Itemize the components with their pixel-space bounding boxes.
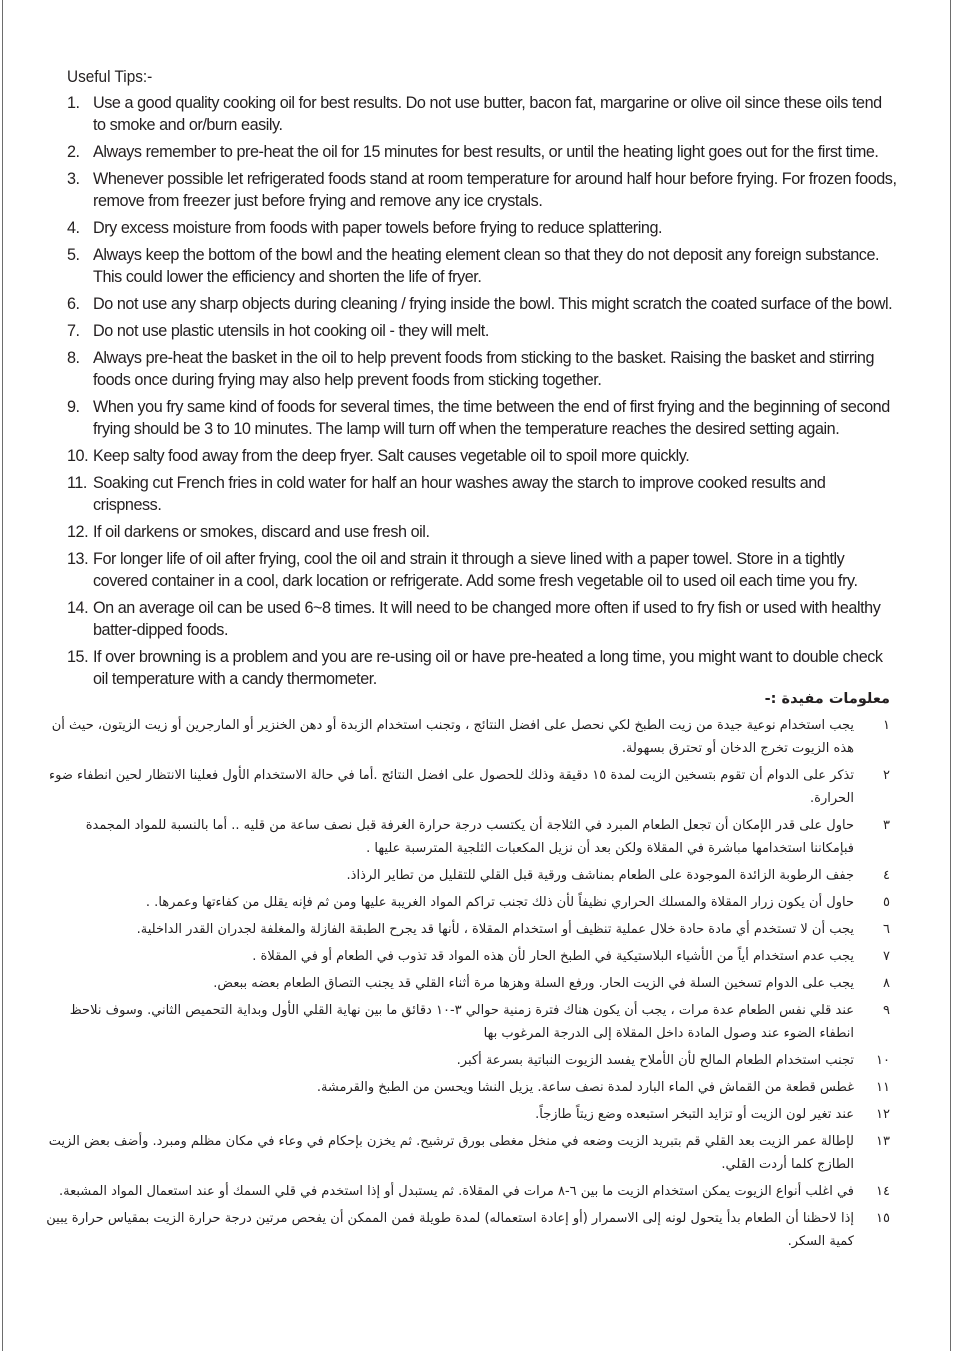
- english-tip-number: 8.: [67, 349, 80, 367]
- english-tip-item: [67, 597, 897, 641]
- english-tip-number: 10.: [67, 447, 89, 465]
- english-tip-number: 11.: [67, 474, 87, 492]
- arabic-tip-text: يجب عدم استخدام أياً من الأشياء البلاستيكية في الطبخ الحار لأن هذه المواد قد تذوب في الطعام أو في المقلاة .: [252, 949, 854, 964]
- arabic-tip-number: ١٣: [876, 1134, 890, 1149]
- english-tips-title: Useful Tips:-: [67, 68, 153, 86]
- english-tip-text: Always keep the bottom of the bowl and the heating element clean so that they do not deposit any foreign substance. This could lower the efficiency and shorten the life of fryer.: [93, 246, 880, 286]
- arabic-tip-item: [40, 1076, 890, 1099]
- arabic-tips-title: معلومات مفيدة :-: [764, 691, 890, 707]
- english-tip-number: 4.: [67, 219, 80, 237]
- english-tip-number: 15.: [67, 648, 89, 666]
- english-tip-item: [67, 396, 897, 440]
- arabic-tips-list: [40, 714, 890, 1253]
- english-tip-item: [67, 472, 897, 516]
- english-tip-number: 1.: [67, 94, 80, 112]
- english-tip-text: If over browning is a problem and you are re-using oil or have pre-heated a long time, you might want to double check oil temperature with a candy thermometer.: [93, 648, 883, 688]
- english-tip-text: Whenever possible let refrigerated foods stand at room temperature for around half hour before frying. For frozen foods, remove from freezer just before frying and remove any ice crystals.: [93, 170, 897, 210]
- page-border-right: [950, 0, 951, 1351]
- arabic-tip-item: [40, 999, 890, 1045]
- arabic-tip-text: جفف الرطوبة الزائدة الموجودة على الطعام بمناشف ورقية قبل القلي للتقليل من تطاير الرذاذ.: [346, 868, 854, 883]
- arabic-tip-text: يجب أن لا تستخدم أي مادة حادة خلال عملية تنظيف أو استخدام المقلاة ، لأنها قد يجرح الطبقة الفازلة والمغلفة لجدران القدر الداخلية.: [136, 922, 854, 937]
- arabic-tip-number: ١٥: [876, 1211, 890, 1226]
- arabic-tip-number: ١: [883, 718, 890, 733]
- english-tip-item: [67, 521, 897, 543]
- arabic-tip-item: [40, 764, 890, 810]
- arabic-tip-number: ٨: [883, 976, 890, 991]
- english-tip-number: 13.: [67, 550, 89, 568]
- english-tip-text: When you fry same kind of foods for several times, the time between the end of first frying and the beginning of second frying should be 3 to 10 minutes. The lamp will turn off when the temperature reaches the desired setting again.: [93, 398, 890, 438]
- arabic-tip-number: ١٤: [876, 1184, 890, 1199]
- english-tip-text: Use a good quality cooking oil for best results. Do not use butter, bacon fat, margarine or olive oil since these oils tend to smoke and or/burn easily.: [93, 94, 882, 134]
- arabic-tip-number: ٧: [883, 949, 890, 964]
- arabic-tip-text: إذا لاحظنا أن الطعام بدأ يتحول لونه إلى الاسمرار (أو إعادة استعماله) لمدة طويلة فمن الممكن أن يفحص مرتين درجة حرارة الزيت بمقياس حرارة يبين كمية السكر.: [46, 1211, 854, 1249]
- english-tip-number: 9.: [67, 398, 80, 416]
- arabic-tip-item: [40, 814, 890, 860]
- english-tip-item: [67, 320, 897, 342]
- english-tip-text: Always remember to pre-heat the oil for 15 minutes for best results, or until the heating light goes out for the first time.: [93, 143, 879, 161]
- english-tip-item: [67, 646, 897, 690]
- english-tip-text: Dry excess moisture from foods with paper towels before frying to reduce splattering.: [93, 219, 663, 237]
- arabic-tip-text: حاول على قدر الإمكان أن تجعل الطعام المبرد في الثلاجة أن يكتسب درجة حرارة الغرفة قبل نصف ساعة من قليه .. أما بالنسبة للمواد المجمدة فبإمكاننا استخدامها مباشرة في المقلاة ولكن بعد أن نزيل المكعبات الثلجية المترسبة عليها .: [85, 818, 854, 856]
- english-tip-number: 12.: [67, 523, 89, 541]
- english-tips-list: [67, 92, 897, 690]
- english-tip-number: 5.: [67, 246, 80, 264]
- arabic-tip-item: [40, 1130, 890, 1176]
- english-tip-item: [67, 141, 897, 163]
- arabic-tip-text: تذكر على الدوام أن تقوم بتسخين الزيت لمدة ١٥ دقيقة وذلك للحصول على افضل النتائج .أما في حالة الاستخدام الأول فعلينا الانتظار لحين انطفاء ضوء الحرارة.: [49, 768, 854, 806]
- arabic-tip-number: ٩: [883, 1003, 890, 1018]
- arabic-tip-number: ٤: [883, 868, 890, 883]
- arabic-tip-item: [40, 945, 890, 968]
- english-tip-number: 6.: [67, 295, 80, 313]
- english-tip-item: [67, 92, 897, 136]
- english-tip-text: Do not use plastic utensils in hot cooking oil - they will melt.: [93, 322, 489, 340]
- english-tip-text: Soaking cut French fries in cold water for half an hour washes away the starch to improve cooked results and crispness.: [93, 474, 826, 514]
- arabic-tip-number: ١١: [876, 1080, 890, 1095]
- english-tip-text: On an average oil can be used 6~8 times. It will need to be changed more often if used to fry fish or used with healthy batter-dipped foods.: [93, 599, 881, 639]
- arabic-tip-item: [40, 714, 890, 760]
- english-tip-text: Keep salty food away from the deep fryer. Salt causes vegetable oil to spoil more quickly.: [93, 447, 690, 465]
- english-tip-item: [67, 347, 897, 391]
- arabic-tip-item: [40, 1103, 890, 1126]
- english-tip-item: [67, 217, 897, 239]
- arabic-tip-item: [40, 1049, 890, 1072]
- arabic-tip-item: [40, 864, 890, 887]
- arabic-tip-number: ٦: [883, 922, 890, 937]
- english-tip-item: [67, 548, 897, 592]
- arabic-tip-item: [40, 891, 890, 914]
- arabic-tip-text: عند تغير لون الزيت أو تزايد التبخر استبعده وضع زيتاً طازجاً.: [535, 1107, 854, 1122]
- arabic-tip-text: في اغلب أنواع الزيوت يمكن استخدام الزيت ما بين ٦-٨ مرات في المقلاة. ثم يستبدل أو إذا استخدم في قلي السمك أو عند استعمال المواد المشبعة.: [59, 1184, 854, 1199]
- arabic-tip-number: ١٢: [876, 1107, 890, 1122]
- english-tip-item: [67, 168, 897, 212]
- arabic-tip-number: ٥: [883, 895, 890, 910]
- arabic-tip-text: حاول أن يكون زرار المقلاة والمسلك الحراري نظيفاً لأن ذلك تجنب تراكم المواد الغريبة عليها ومن ثم فإنه يقلل من كفاءتها وعمرها. .: [145, 895, 854, 910]
- english-tip-number: 14.: [67, 599, 89, 617]
- english-tip-text: Always pre-heat the basket in the oil to help prevent foods from sticking to the basket. Raising the basket and stirring foods once during frying may also help prevent foods from sticking together.: [93, 349, 875, 389]
- arabic-tip-number: ١٠: [876, 1053, 890, 1068]
- english-tip-item: [67, 293, 897, 315]
- arabic-tip-text: غطس قطعة من القماش في الماء البارد لمدة نصف ساعة. يزيل النشا ويحسن من الطبخ والقرمشة.: [316, 1080, 854, 1095]
- arabic-tip-item: [40, 1207, 890, 1253]
- english-tip-item: [67, 244, 897, 288]
- english-tip-number: 3.: [67, 170, 80, 188]
- arabic-tip-number: ٢: [883, 768, 890, 783]
- arabic-tip-text: عند قلي نفس الطعام عدة مرات ، يجب أن يكون هناك فترة زمنية حوالي ٣-١٠ دقائق ما بين نهاية القلي الأول وبداية التحميص الثاني. وسوف نلاحظ انطفاء الضوء عند وصول المادة داخل المقلاة إلى الدرجة المرغوب بها: [69, 1003, 854, 1041]
- english-tip-text: If oil darkens or smokes, discard and use fresh oil.: [93, 523, 430, 541]
- arabic-tip-text: يجب على الدوام تسخين السلة في الزيت الحار. ورفع السلة وهزها مرة أثناء القلي قد يجنب التصاق الطعام بعضه ببعض.: [213, 976, 854, 991]
- arabic-tip-item: [40, 1180, 890, 1203]
- arabic-tip-text: تجنب استخدام الطعام المالح لأن الأملاح يفسد الزيوت النباتية بسرعة أكبر.: [456, 1053, 854, 1068]
- english-tip-number: 7.: [67, 322, 80, 340]
- english-tip-item: [67, 445, 897, 467]
- arabic-tip-text: يجب استخدام نوعية جيدة من زيت الطبخ لكي نحصل على افضل النتائج ، وتجنب استخدام الزبدة أو دهن الخنزير أو المارجرين أو زيت الزيتون، حيث أن هذه الزيوت تخرج الدخان أو تحترق بسهولة.: [51, 718, 854, 756]
- arabic-tip-item: [40, 918, 890, 941]
- arabic-tips-section: [40, 688, 890, 1257]
- english-tip-text: For longer life of oil after frying, cool the oil and strain it through a sieve lined with a paper towel. Store in a tightly covered container in a cool, dark location or refrigerate. Add some fresh vegetable oil to used oil each time you fry.: [93, 550, 858, 590]
- english-tip-text: Do not use any sharp objects during cleaning / frying inside the bowl. This might scratch the coated surface of the bowl.: [93, 295, 893, 313]
- arabic-tip-item: [40, 972, 890, 995]
- page-border-left: [2, 0, 3, 1351]
- arabic-tip-number: ٣: [883, 818, 890, 833]
- english-tips-section: [67, 66, 897, 695]
- arabic-tip-text: لإطالة عمر الزيت بعد القلي قم بتبريد الزيت وضعه في منخل مغطى بورق ترشيح. ثم يخزن بإحكام في وعاء في مكان مظلم ومبرد. وأضف بعض الزيت الطازج كلما أردت القلي.: [48, 1134, 854, 1172]
- english-tip-number: 2.: [67, 143, 80, 161]
